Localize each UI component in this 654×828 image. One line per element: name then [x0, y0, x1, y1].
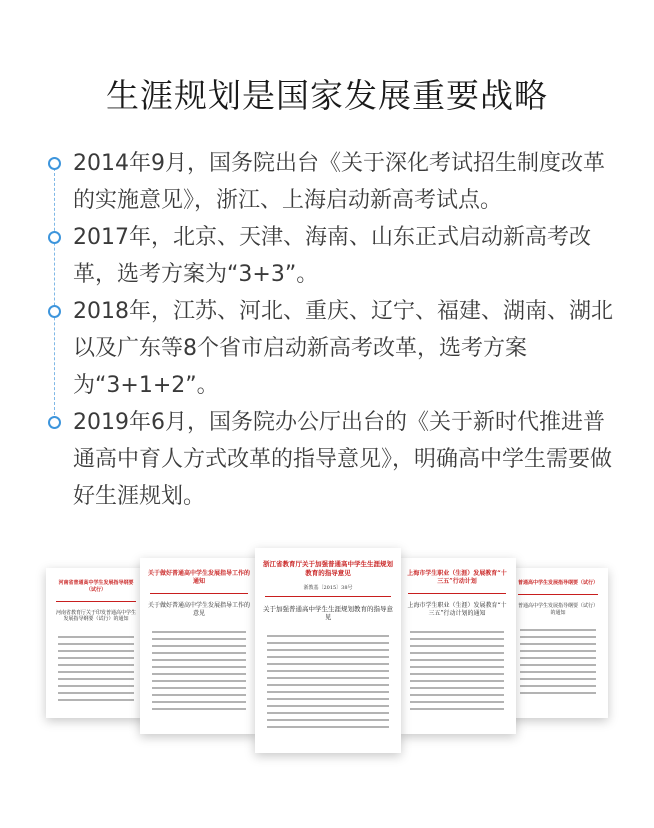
- document-body: [398, 624, 516, 717]
- timeline-entry-2019: 2019年6月，国务院办公厅出台的《关于新时代推进普通高中育人方式改革的指导意见》，明确高中学生需要做好生涯规划。: [73, 410, 613, 509]
- document-subtitle: 普通高中学生发展指导纲要（试行）的通知: [517, 602, 598, 616]
- document-rule: [150, 593, 248, 594]
- document-body: [140, 624, 258, 717]
- document-henan: [46, 568, 146, 718]
- timeline-line: [54, 163, 55, 415]
- timeline-dot: [48, 157, 61, 170]
- document-rule: [265, 596, 391, 597]
- document-body: [255, 628, 401, 735]
- document-rule: [518, 594, 598, 595]
- document-rule: [408, 593, 506, 594]
- document-heading: 上海市学生职业（生涯）发展教育“十三五”行动计划: [407, 570, 507, 586]
- document-subtitle: 关于加强普通高中学生生涯规划教育的指导意见: [263, 604, 393, 622]
- page-title: 生涯规划是国家发展重要战略: [106, 76, 548, 115]
- document-subtitle: 上海市学生职业（生涯）发展教育“十三五”行动计划的通知: [407, 602, 507, 618]
- timeline-dot: [48, 231, 61, 244]
- document-body: [46, 629, 146, 708]
- document-number: 浙教基〔2015〕38号: [303, 584, 353, 591]
- timeline-dot: [48, 416, 61, 429]
- document-heading: 浙江省教育厅关于加强普通高中学生生涯规划教育的指导意见: [263, 560, 393, 577]
- document-shanghai: [398, 558, 516, 734]
- document-rule: [56, 601, 136, 602]
- document-heading: 普通高中学生发展指导纲要（试行）: [517, 580, 598, 586]
- timeline-entry-2018: 2018年，江苏、河北、重庆、辽宁、福建、湖南、湖北以及广东等8个省市启动新高考改革，选考方案为“3+1+2”。: [73, 299, 613, 398]
- document-body: [508, 622, 608, 701]
- document-guidance: [140, 558, 258, 734]
- document-zhejiang: [255, 548, 401, 753]
- timeline-dot: [48, 305, 61, 318]
- document-subtitle: 河南省教育厅关于印发普通高中学生发展指导纲要（试行）的通知: [55, 609, 136, 623]
- document-heading: 河南省普通高中学生发展指导纲要（试行）: [58, 580, 134, 593]
- timeline-entry-2014: 2014年9月，国务院出台《关于深化考试招生制度改革的实施意见》，浙江、上海启动新高考试点。: [73, 151, 605, 213]
- document-subtitle: 关于做好普通高中学生发展指导工作的意见: [148, 602, 251, 618]
- document-national: [508, 568, 608, 718]
- document-heading: 关于做好普通高中学生发展指导工作的通知: [148, 570, 251, 586]
- policy-documents: [0, 540, 654, 760]
- timeline-entry-2017: 2017年，北京、天津、海南、山东正式启动新高考改革，选考方案为“3+3”。: [73, 225, 591, 287]
